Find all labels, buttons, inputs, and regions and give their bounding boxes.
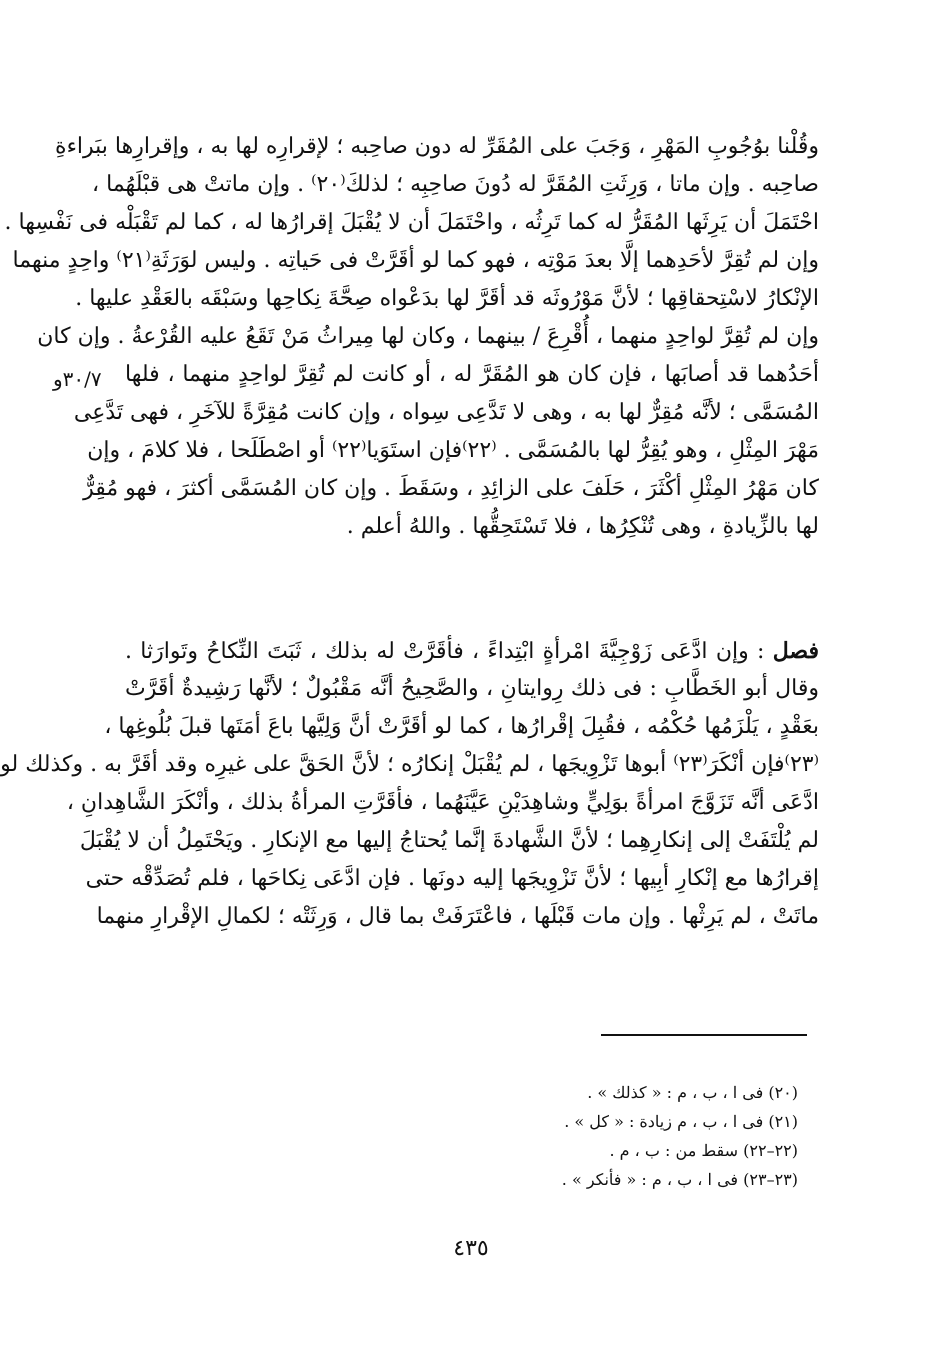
text-line: بعَقْدٍ ، يَلْزَمُها حُكْمُه ، فقُبِلَ إقْرارُها ، كما لو أقَرَّتْ أنَّ وَلِيَّها باعَ أمَتَها قبلَ بُلُوغِها ، <box>104 714 819 739</box>
footnote: (٢٠) فى ا ، ب ، م : « كذلك » . <box>587 1083 798 1102</box>
text-line: صاحِبه . وإن ماتا ، وَرِثَتِ المُقَرَّ له دُونَ صاحِبِه ؛ لذلكَ⁽٢٠⁾ . وإن ماتتْ هى قبْلَهُما ، <box>92 172 819 197</box>
text-line: لها بالزِّيادةِ ، وهى تُنْكِرُها ، فلا تَسْتَحِقُّها . واللهُ أعلم . <box>346 514 819 539</box>
section-heading: فصل <box>772 638 820 664</box>
text-line: ⁽٢٣⁾فإن أنْكَرَ⁽٢٣⁾ أبوها تَزْوِيجَها ، لم يُقْبَلْ إنكارُه ؛ لأنَّ الحَقَّ على غيرِه وقد أقَرَّ به . وكذلك لو <box>0 752 819 777</box>
text-line: إقرارُها مع إنْكارِ أبِيها ؛ لأنَّ تَزْوِيجَها إليه دونَها . فإن ادَّعَى نِكاحَها ، فلم تُصَدِّقْه حتى <box>85 866 819 891</box>
section-opening-text: : وإن ادَّعَى زَوْجِيَّةَ امْرأةٍ ابْتِداءً ، فأقَرَّتْ له بذلك ، ثَبَتَ النِّكاحُ وتَوارَثا . <box>125 639 765 664</box>
text-line: المُسَمَّى ؛ لأنَّه مُقِرٌّ لها به ، وهى لا تَدَّعِى سِواه ، وإن كانت مُقِرَّةً للآخَرِ ، فهى تَدَّعِى <box>73 400 819 425</box>
footnote: (٢١) فى ا ، ب ، م زيادة : « كل » . <box>564 1112 798 1131</box>
text-line-first <box>125 632 819 670</box>
text-line: وقال أبو الخَطَّابِ : فى ذلك رِوايتانِ ، والصَّحِيحُ أنَّه مَقْبُولٌ ؛ لأنَّها رَشِيدةٌ أقَرَّتْ <box>125 676 819 701</box>
text-line: ماتَتْ ، لم يَرِثْها . وإن مات قَبْلَها ، فاعْتَرَفَتْ بما قال ، وَرِثَتْه ؛ لكمالِ الإقْرارِ منهما <box>96 904 819 929</box>
footnote: (٢٢–٢٢) سقط من : ب ، م . <box>609 1141 798 1160</box>
page-number: ٤٣٥ <box>453 1236 489 1261</box>
footnote-divider <box>601 1034 807 1036</box>
text-line: احْتَمَلَ أن يَرِثَها المُقَرُّ له كما تَرِثُه ، واحْتَمَلَ أن لا يُقْبَلَ إقرارُها له ، كما لم تَقْبَلْه فى نَفْسِها . <box>4 210 819 235</box>
footnotes <box>338 1078 798 1194</box>
paragraph-2 <box>0 632 820 936</box>
text-line: لم يُلْتَفَتْ إلى إنكارِهِما ؛ لأنَّ الشَّهادةَ إنَّما يُحتاجُ إليها مع الإنكارِ . ويَحْتَمِلُ أن لا يُقْبَلَ <box>79 828 819 853</box>
text-line: كان مَهْرُ المِثْلِ أكْثَرَ ، حَلَفَ على الزائِدِ ، وسَقَطَ . وإن كان المُسَمَّى أكثرَ ، فهو مُقِرٌّ <box>83 476 819 501</box>
text-line: الإنْكارُ لاسْتِحقاقِها ؛ لأنَّ مَوْرُوثَه قد أقَرَّ لها بدَعْواه صِحَّةَ نِكاحِها وسَبْقَه بالعَقْدِ عليها . <box>75 286 819 311</box>
text-line: مَهْرَ المِثْلِ ، وهو يُقِرُّ لها بالمُسَمَّى . ⁽٢٢⁾فإن استَوَيا⁽٢٢⁾ أو اصْطَلَحا ، فلا كلامَ ، وإن <box>87 438 819 463</box>
text-line: وقُلْنا بوُجُوبِ المَهْرِ ، وَجَبَ على المُقَرِّ له دون صاحِبه ؛ لإقرارِه لها به ، وإقرارِها ببَراءةِ <box>55 134 819 159</box>
text-line: ادَّعَى أنَّه تَزَوَّجَ امرأةً بوَلِيٍّ وشاهِدَيْنِ عَيَّنَهُما ، فأقَرَّتِ المرأةُ بذلك ، وأنْكَرَ الشَّاهِدانِ ، <box>66 790 819 815</box>
margin-folio-note: ٣٠/٧و <box>53 367 102 391</box>
text-line: أحَدُهما قد أصابَها ، فإن كان هو المُقَرَّ له ، أو كانت لم تُقِرَّ لواحِدٍ منهما ، فلها <box>125 362 819 387</box>
text-line: وإن لم تُقِرَّ لواحِدٍ منهما ، أُقْرِعَ / بينهما ، وكان لها مِيراثُ مَنْ تَقَعُ عليه القُرْعةُ . وإن كان <box>37 324 819 349</box>
footnote: (٢٣–٢٣) فى ا ، ب ، م : « فأنكر » . <box>561 1170 798 1189</box>
text-line: وإن لم تُقِرَّ لأحَدِهما إلَّا بعدَ مَوْتِه ، فهو كما لو أقَرَّتْ فى حَياتِه . وليس لوَرَثَةِ⁽٢١⁾ واحِدٍ منهما <box>12 248 819 273</box>
